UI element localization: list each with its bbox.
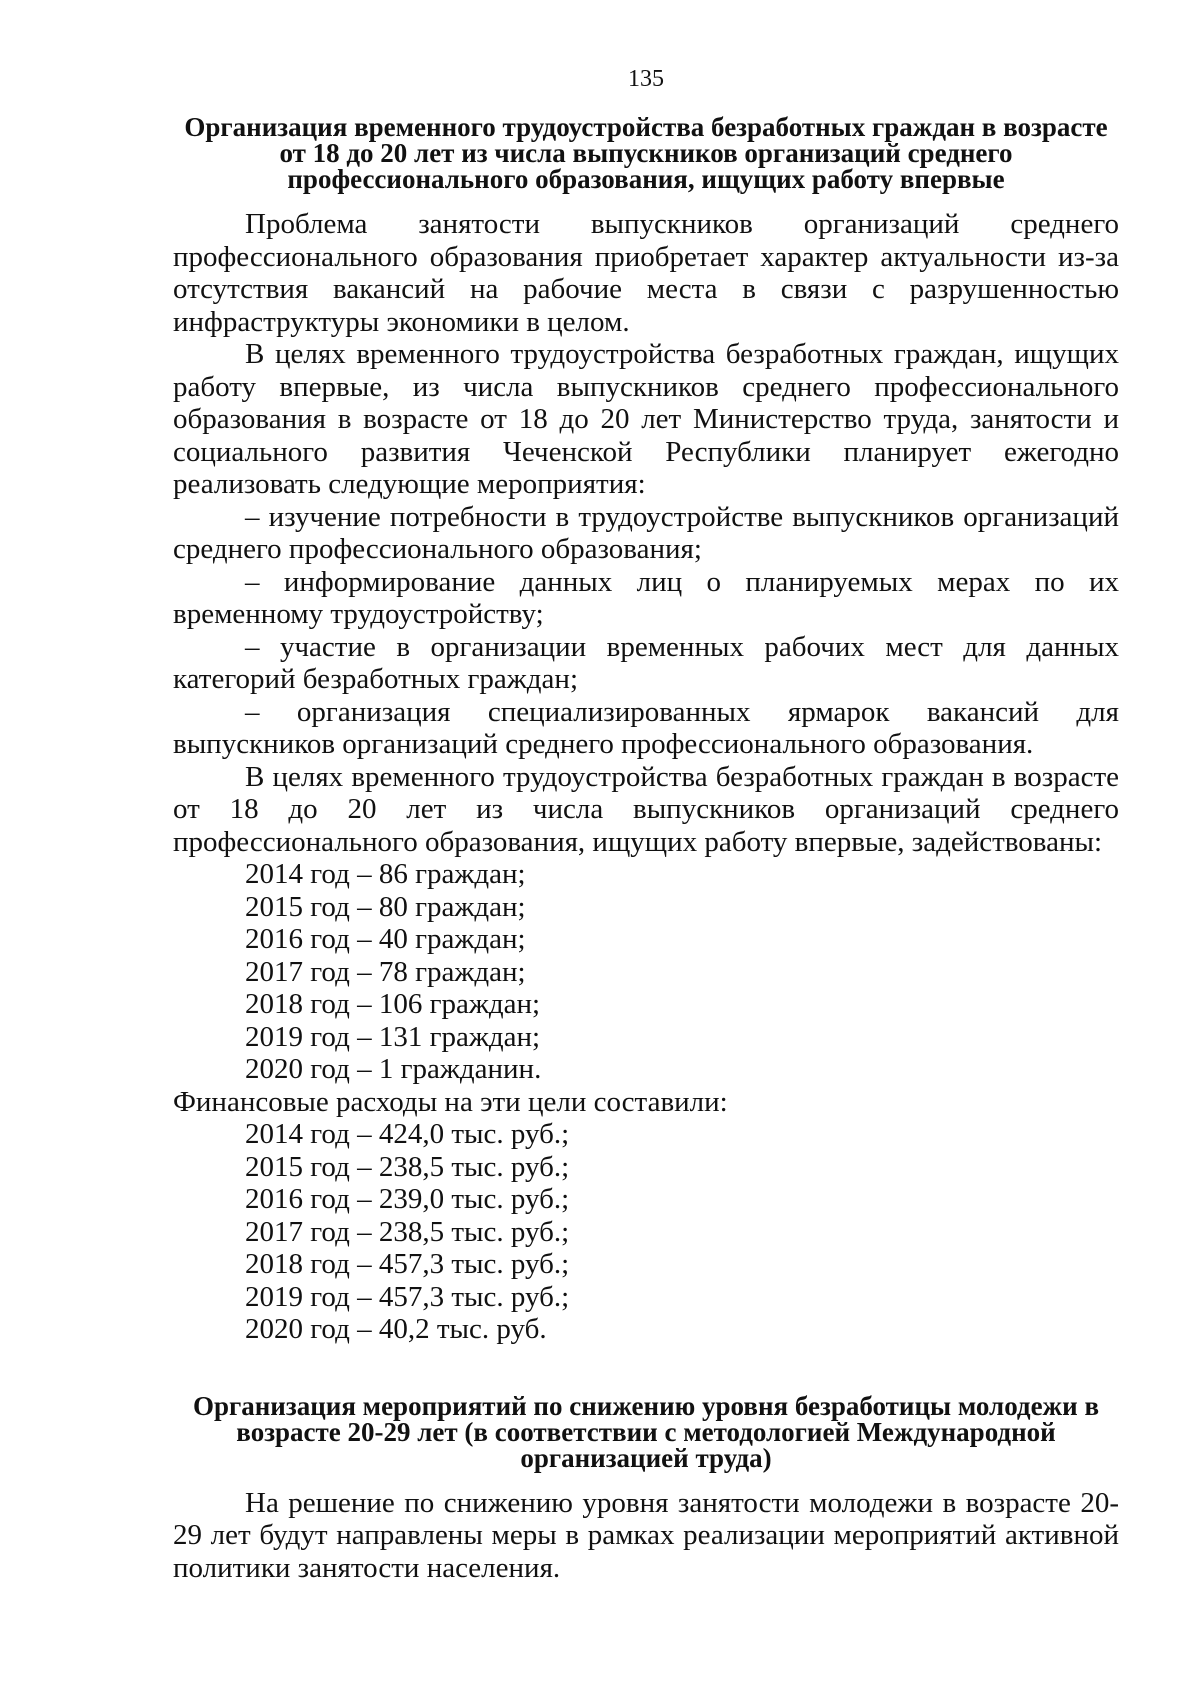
list-item: 2016 год – 239,0 тыс. руб.;	[245, 1183, 570, 1215]
list-item: 2016 год – 40 граждан;	[245, 923, 526, 955]
paragraph: Проблема занятости выпускников организаций среднего профессионального образования приобретает характер актуальности из-за отсутствия вакансий на рабочие места в связи с разрушенностью инфраструктуры экономики в целом.	[173, 208, 1119, 338]
list-item-paragraph: – организация специализированных ярмарок вакансий для выпускников организаций среднего профессионального образования.	[173, 695, 1119, 760]
list-item: 2015 год – 80 граждан;	[245, 890, 526, 923]
section-1-title: Организация временного трудоустройства безработных граждан в возрасте от 18 до 20 лет из числа выпускников организаций среднего профессионального образования, ищущих работу впервые	[184, 112, 1108, 194]
expenses-by-year-list	[173, 1118, 1119, 1346]
paragraph: В целях временного трудоустройства безработных граждан в возрасте от 18 до 20 лет из числа выпускников организаций среднего профессионального образования, ищущих работу впервые, задействованы:	[173, 760, 1119, 858]
document-page	[173, 64, 1119, 1584]
list-item: 2019 год – 457,3 тыс. руб.;	[245, 1280, 570, 1313]
list-item: 2017 год – 78 граждан;	[245, 955, 526, 988]
expenses-intro: Финансовые расходы на эти цели составили:	[173, 1085, 728, 1118]
paragraph: На решение по снижению уровня занятости молодежи в возрасте 20-29 лет будут направлены меры в рамках реализации мероприятий активной политики занятости населения.	[173, 1486, 1119, 1584]
section-2-title: Организация мероприятий по снижению уровня безработицы молодежи в возрасте 20-29 лет (в соответствии с методологией Международной организацией труда)	[192, 1390, 1100, 1473]
list-item: 2020 год – 1 гражданин.	[245, 1053, 542, 1085]
list-item: 2019 год – 131 граждан;	[245, 1020, 541, 1053]
list-item-paragraph: – информирование данных лиц о планируемых мерах по их временному трудоустройству;	[173, 565, 1119, 630]
paragraph: В целях временного трудоустройства безработных граждан, ищущих работу впервые, из числа выпускников среднего профессионального образования в возрасте от 18 до 20 лет Министерство труда, занятости и социального развития Чеченской Республики планирует ежегодно реализовать следующие мероприятия:	[173, 338, 1119, 500]
list-item: 2015 год – 238,5 тыс. руб.;	[245, 1150, 570, 1183]
list-item: 2014 год – 86 граждан;	[245, 858, 526, 890]
list-item: 2018 год – 457,3 тыс. руб.;	[245, 1248, 570, 1280]
list-item: 2014 год – 424,0 тыс. руб.;	[245, 1118, 570, 1150]
list-item: 2020 год – 40,2 тыс. руб.	[245, 1313, 547, 1345]
list-item-paragraph: – изучение потребности в трудоустройстве выпускников организаций среднего профессионального образования;	[173, 500, 1119, 565]
citizens-by-year-list	[173, 858, 1119, 1086]
list-item: 2017 год – 238,5 тыс. руб.;	[245, 1215, 570, 1248]
page-number: 135	[628, 66, 664, 92]
list-item-paragraph: – участие в организации временных рабочих мест для данных категорий безработных граждан;	[173, 630, 1119, 695]
list-item: 2018 год – 106 граждан;	[245, 988, 541, 1020]
